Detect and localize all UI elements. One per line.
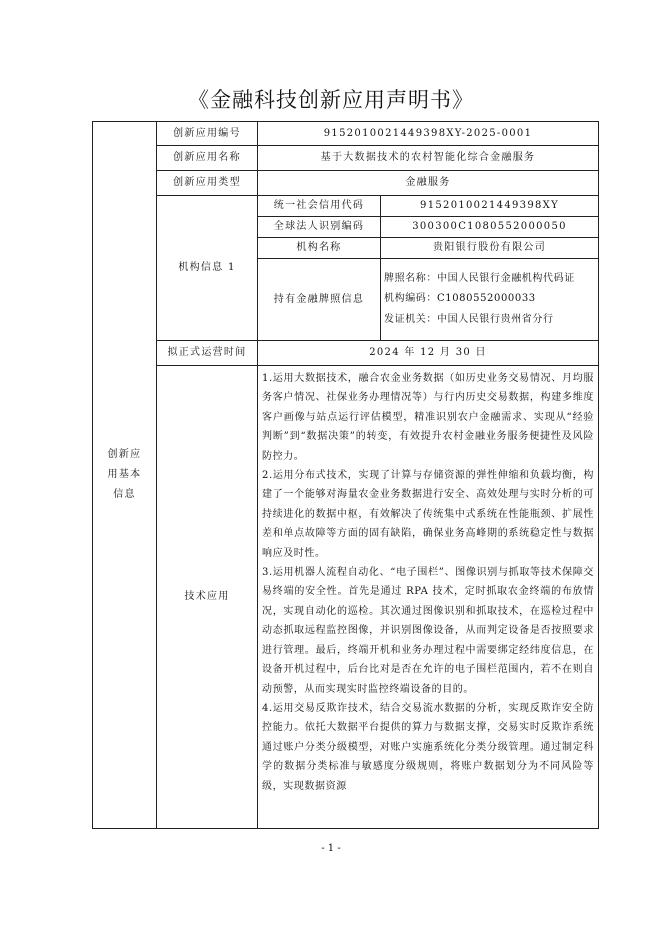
tech-label: 技术应用 xyxy=(157,366,258,829)
lei-label: 全球法人识别编码 xyxy=(258,217,381,238)
institution-name-value: 贵阳银行股份有限公司 xyxy=(381,238,599,259)
tech-paragraph-1: 1.运用大数据技术，融合农金业务数据（如历史业务交易情况、月均服务客户情况、社保业务办理情况等）与行内历史交易数据，构建多维度客户画像与站点运行评估模型，精准识别农户金融需求、实现从“经验判断”到“数据决策”的转变，有效提升农村金融业务服务便捷性及风险防控力。 xyxy=(262,373,595,462)
app-number-label: 创新应用编号 xyxy=(157,122,258,146)
tech-description xyxy=(258,366,599,829)
license-label: 持有金融牌照信息 xyxy=(258,259,381,341)
lei-value: 300300C1080552000050 xyxy=(381,217,599,238)
tech-paragraph-2: 2.运用分布式技术，实现了计算与存储资源的弹性伸缩和负载均衡，构建了一个能够对海量农金业务数据进行安全、高效处理与实时分析的可持续进化的数据中枢，有效解决了传统集中式系统在性能瓶颈、扩展性差和单点故障等方面的固有缺陷，确保业务高峰期的系统稳定性与数据响应及时性。 xyxy=(262,470,595,559)
tech-paragraph-4: 4.运用交易反欺诈技术，结合交易流水数据的分析，实现反欺诈安全防控能力。依托大数据平台提供的算力与数据支撑，交易实时反欺诈系统通过账户分类分级模型，对账户实施系统化分类分级管理。通过制定科学的数据分类标准与敏感度分级规则，将账户数据划分为不同风险等级，实现数据资源 xyxy=(262,702,595,792)
app-number-value: 91520100214493​98XY-2025-0001 xyxy=(258,122,599,146)
page-number: - 1 - xyxy=(321,843,341,854)
declaration-table xyxy=(92,121,599,829)
app-type-value: 金融服务 xyxy=(258,171,599,196)
credit-code-label: 统一社会信用代码 xyxy=(258,196,381,217)
launch-label: 拟正式运营时间 xyxy=(157,341,258,366)
license-name: 牌照名称：中国人民银行金融机构代码证 xyxy=(384,272,575,284)
tech-paragraph-3: 3.运用机器人流程自动化、“电子围栏”、图像识别与抓取等技术保障交易终端的安全性。首先是通过 RPA 技术，定时抓取农金终端的布放情况，实现自动化的巡检。其次通过图像识别和抓取技术，在巡检过程中动态抓取远程监控图像，并识别图像设备，从而判定设备是否按照要求进行管理。最后，终端开机和业务办理过程中需要绑定经纬度信息，在设备开机过程中，后台比对是否在允许的电子围栏范围内，若不在则自动预警，从而实现实时监控终端设备的目的。 xyxy=(262,567,595,695)
institution-name-label: 机构名称 xyxy=(258,238,381,259)
credit-code-value: 9152010021449398XY xyxy=(381,196,599,217)
app-name-label: 创新应用名称 xyxy=(157,146,258,171)
app-type-label: 创新应用类型 xyxy=(157,171,258,196)
launch-value: 2024 年 12 月 30 日 xyxy=(258,341,599,366)
section-label-cell xyxy=(93,122,157,829)
license-info xyxy=(381,259,599,341)
section-label: 创新应用基本信息 xyxy=(107,449,142,500)
institution-label: 机构信息 1 xyxy=(157,196,258,341)
document-title: 《金融科技创新应用声明书》 xyxy=(188,88,474,112)
license-code: 机构编码：C1080552000033 xyxy=(384,293,536,305)
app-name-value: 基于大数据技术的农村智能化综合金融服务 xyxy=(258,146,599,171)
license-issuer: 发证机关：中国人民银行贵州省分行 xyxy=(384,313,554,325)
